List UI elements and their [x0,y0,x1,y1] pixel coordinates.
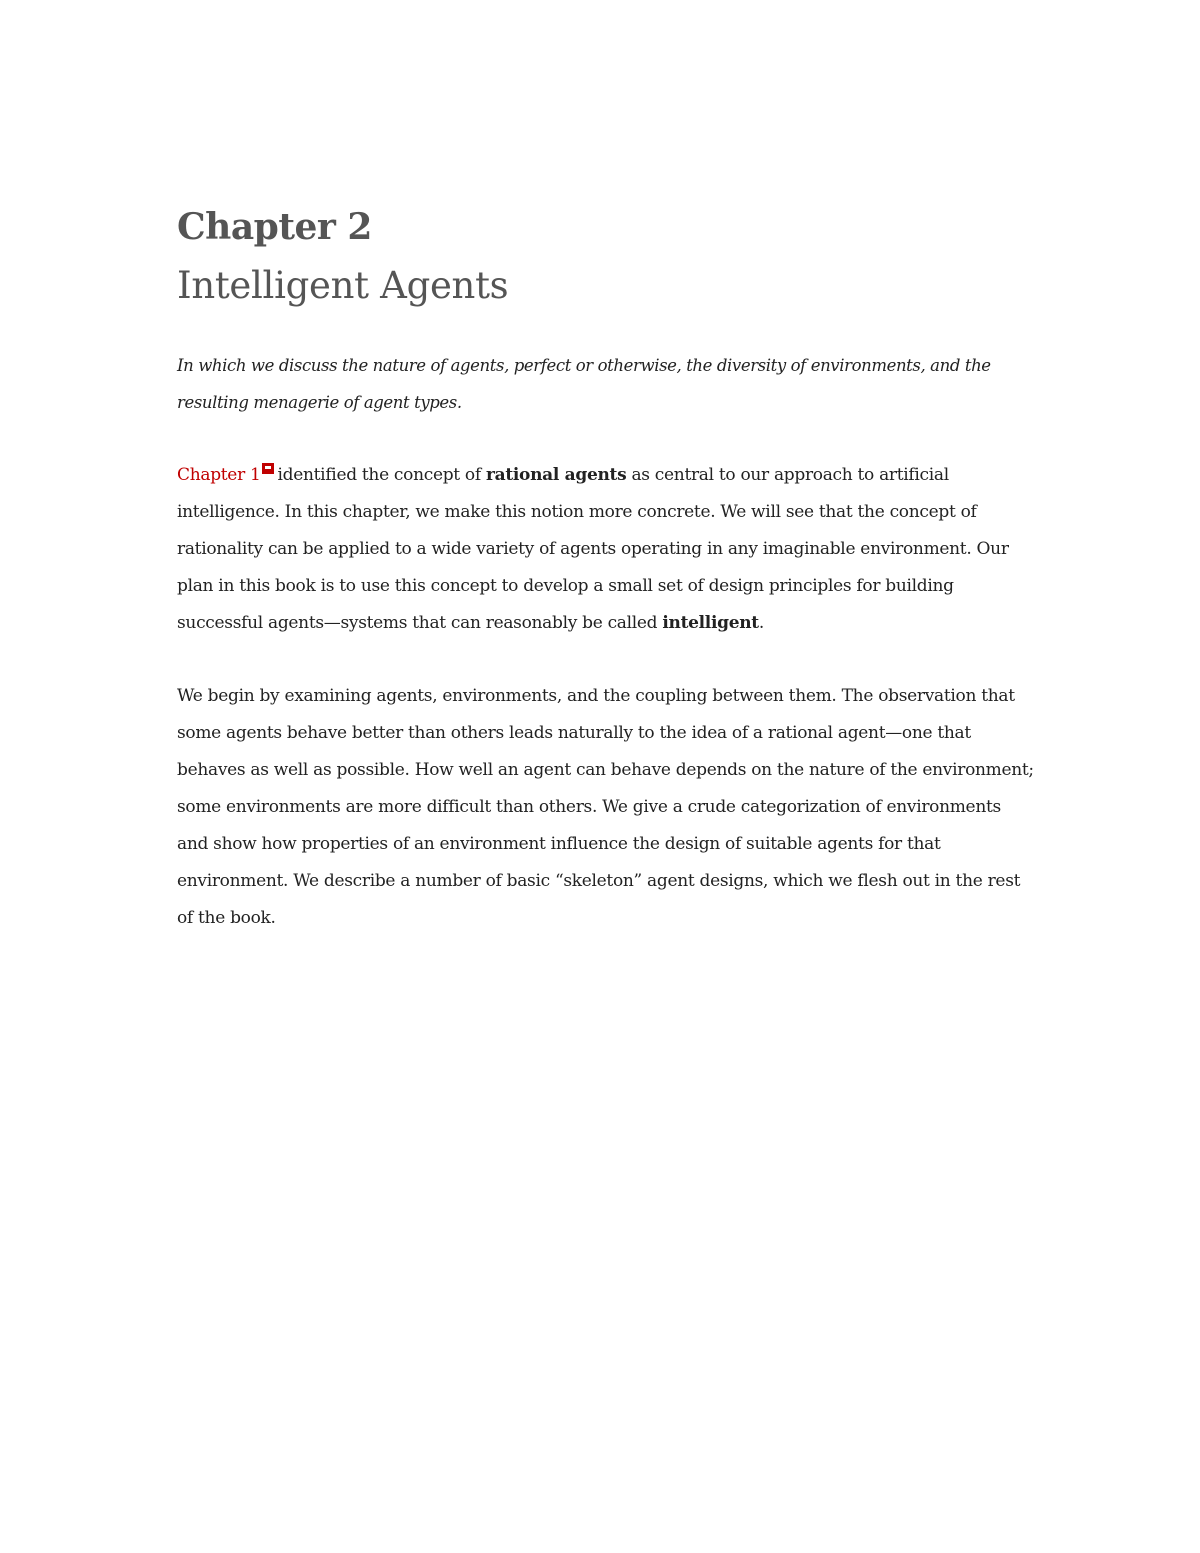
chapter-title: Intelligent Agents [177,264,509,307]
intro-paragraph [177,457,1037,642]
term-rational-agents: rational agents [485,465,627,485]
chapter-1-link[interactable]: Chapter 1 [177,465,261,485]
document-page [177,200,1037,937]
term-intelligent: intelligent [662,613,759,633]
chapter-epigraph: In which we discuss the nature of agents, perfect or otherwise, the diversity of environments, and the resulting menagerie of agent types. [177,356,991,412]
cross-reference-icon[interactable] [262,463,274,474]
intro-text-3: . [758,613,764,633]
intro-text-1: identified the concept of [277,465,486,485]
chapter-number: Chapter 2 [177,206,372,248]
intro-text-2: as central to our approach to artificial intelligence. In this chapter, we make this notion more concrete. We will see that the concept of rationality can be applied to a wide variety of agents operating in any imaginable environment. Our plan in this book is to use this concept to develop a small set of design principles for building successful agents—systems that can reasonably be called [177,465,1009,633]
overview-paragraph: We begin by examining agents, environments, and the coupling between them. The observation that some agents behave better than others leads naturally to the idea of a rational agent—one that behaves as well as possible. How well an agent can behave depends on the nature of the environment; some environments are more difficult than others. We give a crude categorization of environments and show how properties of an environment influence the design of suitable agents for that environment. We describe a number of basic “skeleton” agent designs, which we flesh out in the rest of the book. [177,686,1034,928]
